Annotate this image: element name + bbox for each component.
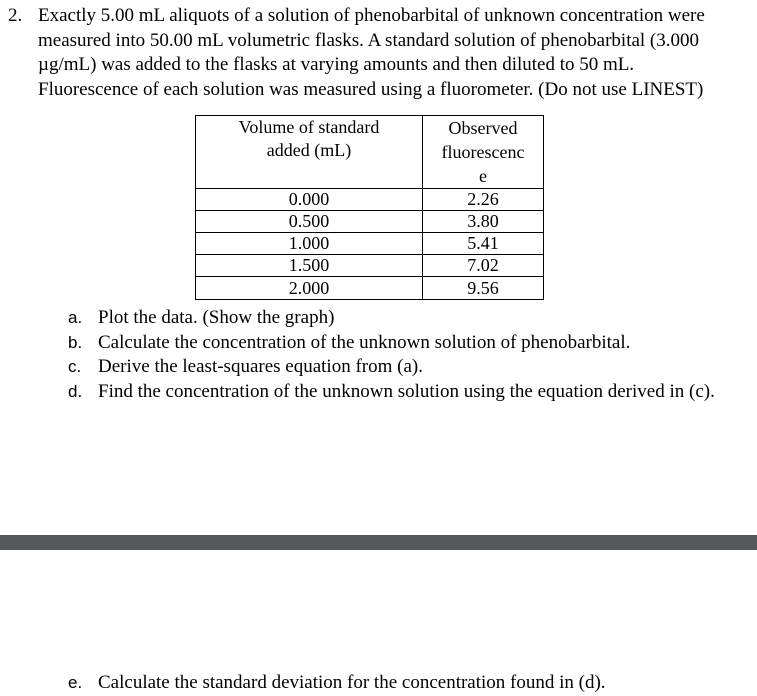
part-letter: e.: [68, 673, 83, 692]
fluorescence-column-header: [423, 116, 544, 189]
table-row: [196, 189, 544, 211]
volume-header-line: Volume of standard: [238, 117, 380, 137]
part-letter: b.: [68, 332, 83, 352]
table-row: [196, 277, 544, 300]
part-text: Plot the data. (Show the graph): [98, 307, 335, 328]
problem-line: µg/mL) was added to the flasks at varying amounts and then diluted to 50 mL.: [38, 54, 635, 75]
problem-line: measured into 50.00 mL volumetric flasks. A standard solution of phenobarbital (3.000: [38, 29, 700, 51]
volume-cell: 0.000: [196, 189, 423, 211]
volume-column-header: [196, 116, 423, 189]
part-c: [68, 355, 757, 380]
part-text: Calculate the concentration of the unknown solution of phenobarbital.: [98, 331, 631, 353]
volume-cell: 2.000: [196, 277, 423, 300]
part-e: [68, 671, 757, 696]
question-parts: [68, 306, 757, 404]
part-text: Calculate the standard deviation for the concentration found in (d).: [98, 672, 606, 693]
fluorescence-header-line: Observed: [448, 118, 518, 138]
problem-line: Fluorescence of each solution was measured using a fluorometer. (Do not use LINEST): [38, 78, 704, 100]
part-text: Find the concentration of the unknown solution using the equation derived in (c).: [98, 380, 715, 402]
part-text: Derive the least-squares equation from (a).: [98, 356, 423, 377]
volume-cell: 1.000: [196, 233, 423, 255]
fluorescence-cell: 2.26: [423, 189, 544, 211]
table-row: [196, 255, 544, 277]
table-row: [196, 233, 544, 255]
problem-number: 2.: [8, 5, 23, 26]
divider-bar: [0, 535, 757, 550]
part-letter: a.: [68, 308, 83, 327]
table-header-row: [196, 116, 544, 189]
part-d: [68, 380, 757, 405]
problem-line: Exactly 5.00 mL aliquots of a solution of phenobarbital of unknown concentration were: [38, 5, 705, 26]
fluorescence-cell: 9.56: [423, 277, 544, 300]
fluorescence-header-line: e: [479, 166, 487, 186]
part-letter: d.: [68, 381, 83, 401]
part-b: [68, 331, 757, 356]
problem-text: [38, 4, 753, 102]
part-letter: c.: [68, 357, 82, 376]
fluorescence-header-line: fluorescenc: [441, 142, 525, 162]
fluorescence-cell: 5.41: [423, 233, 544, 255]
volume-cell: 1.500: [196, 255, 423, 277]
fluorescence-cell: 7.02: [423, 255, 544, 277]
volume-cell: 0.500: [196, 211, 423, 233]
volume-header-line: added (mL): [266, 140, 352, 160]
data-table: [195, 115, 544, 300]
part-a: [68, 306, 757, 331]
fluorescence-cell: 3.80: [423, 211, 544, 233]
table-row: [196, 211, 544, 233]
